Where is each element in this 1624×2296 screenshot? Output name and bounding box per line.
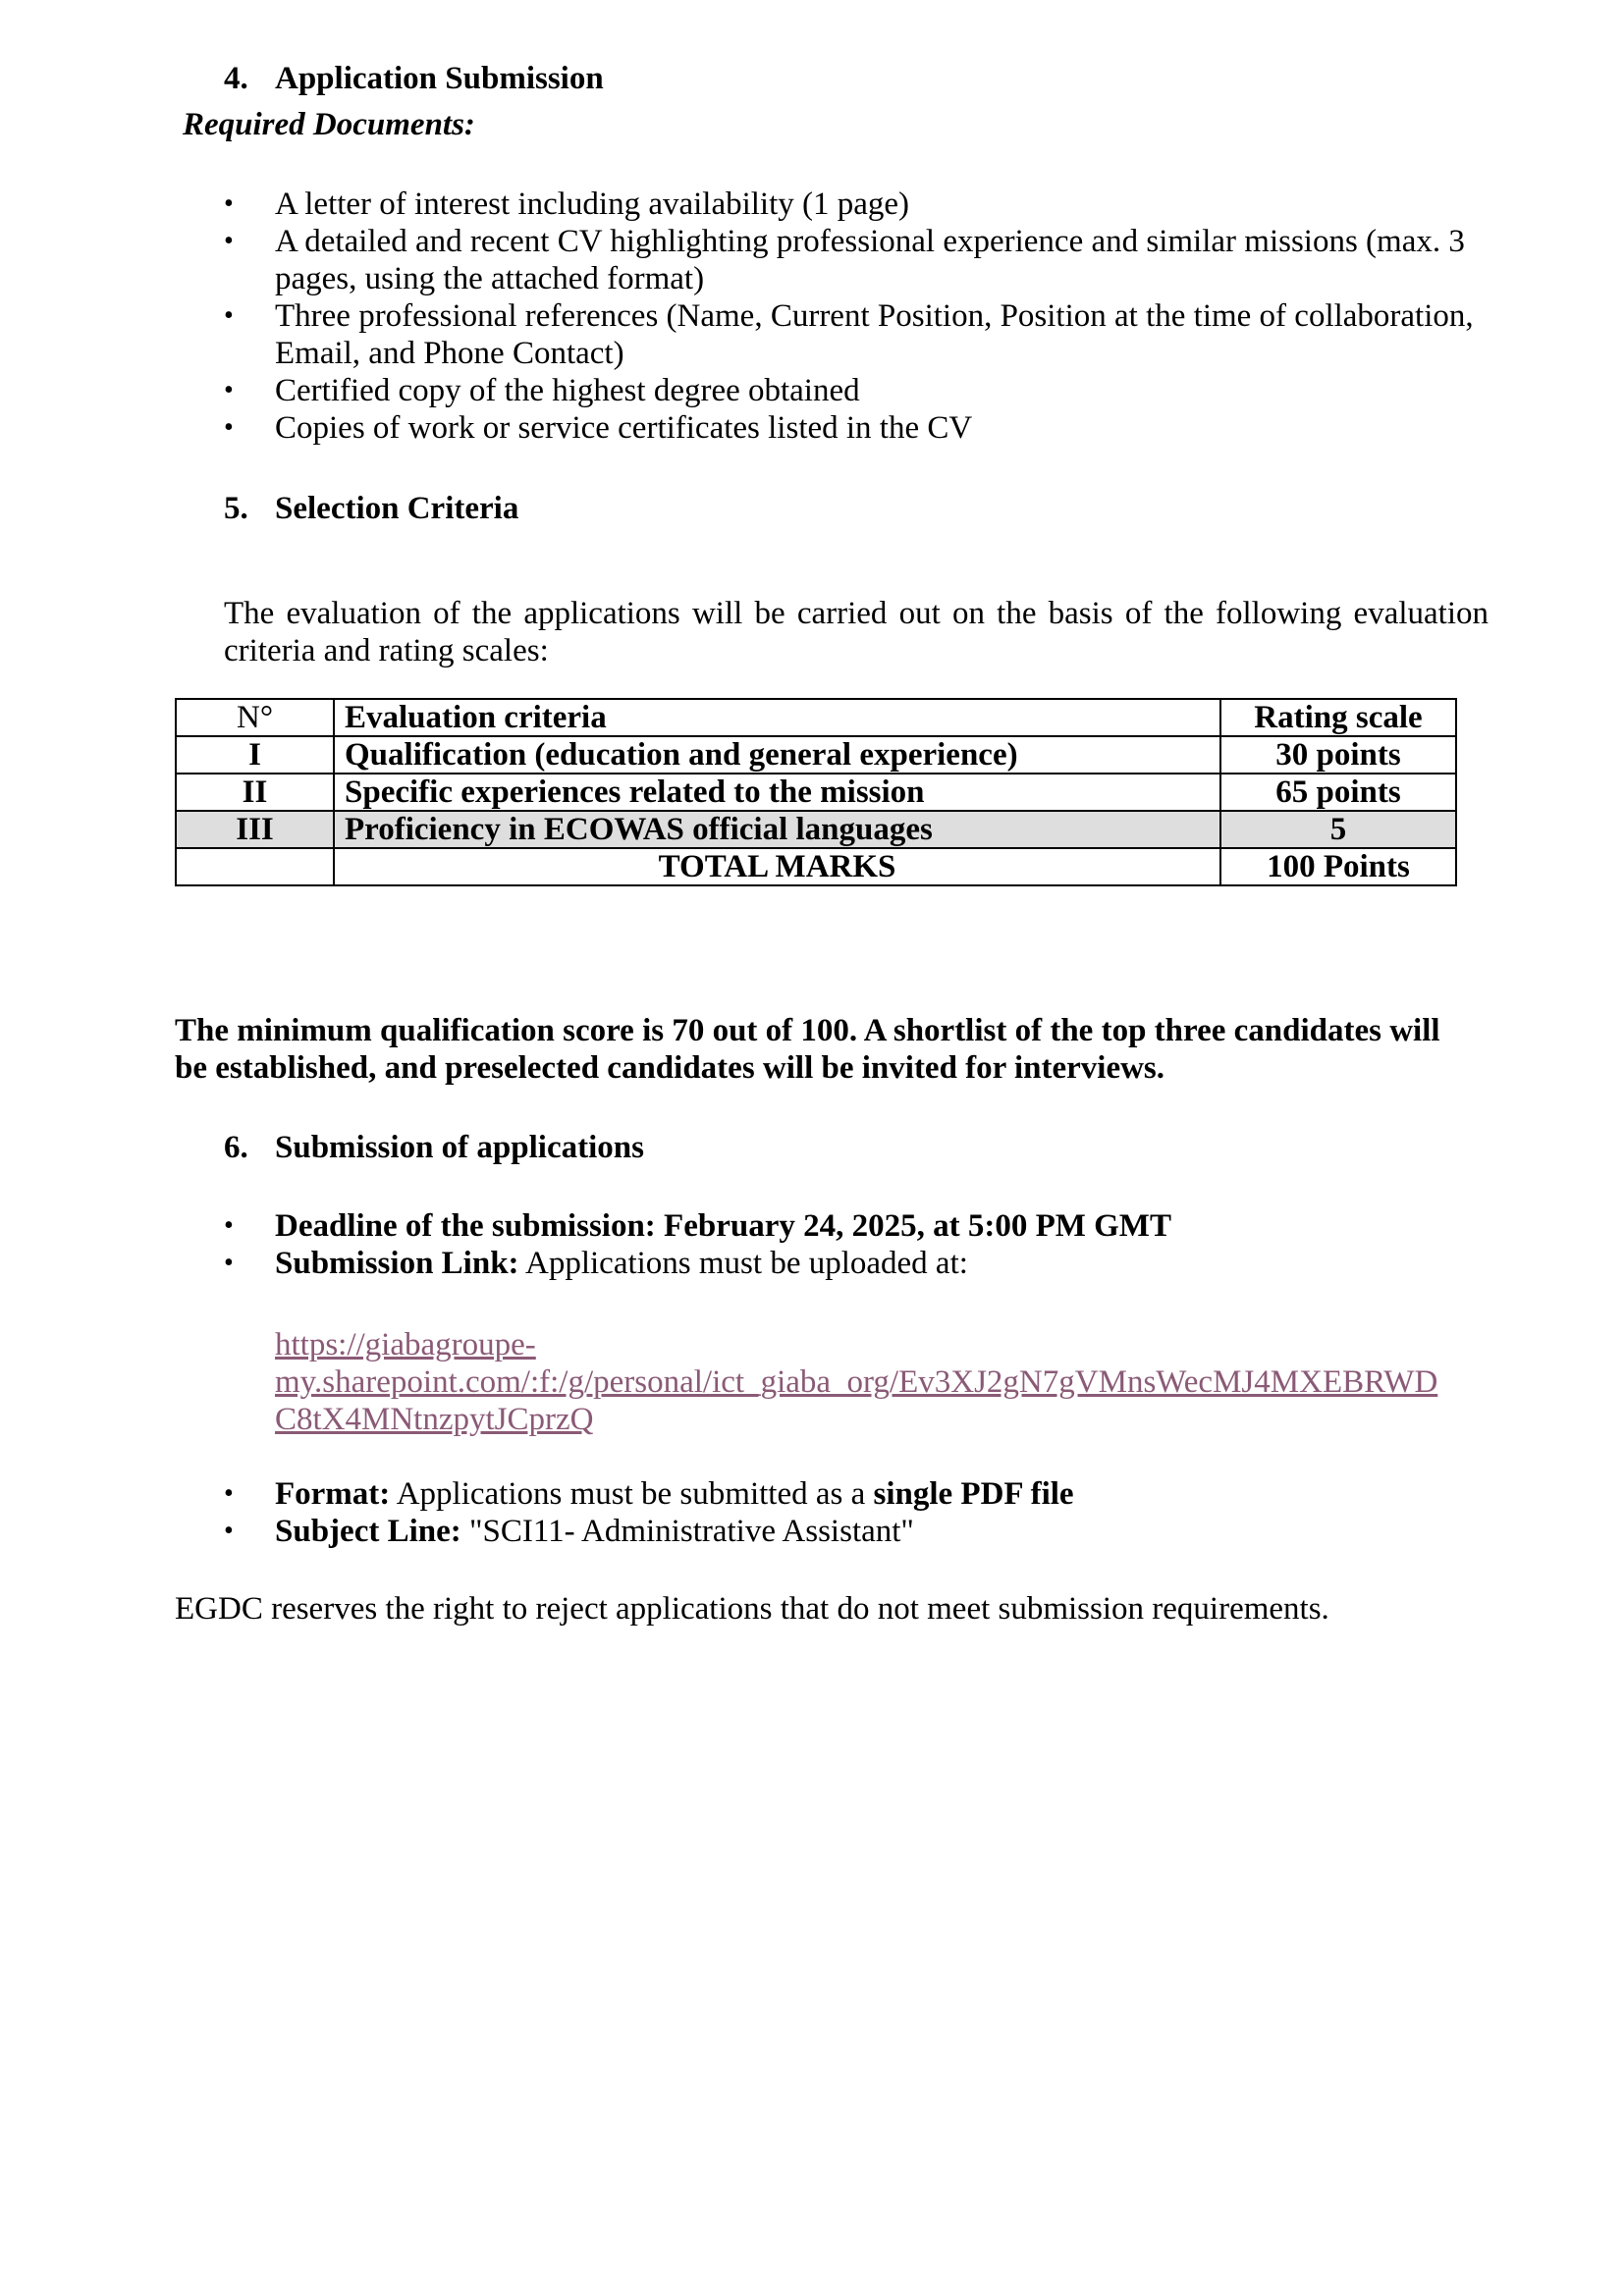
- section-5-title: Selection Criteria: [275, 491, 519, 526]
- required-documents-subheading: Required Documents:: [183, 107, 475, 142]
- bullet-icon: •: [224, 1478, 234, 1509]
- section-5-heading: [224, 490, 518, 527]
- list-item: • Three professional references (Name, Current Position, Position at the time of collaboration, Email, and Phone Contact): [224, 298, 1474, 371]
- format-label: Format:: [275, 1476, 391, 1512]
- section-5-number: 5.: [224, 491, 248, 526]
- bullet-icon: •: [224, 188, 234, 219]
- bullet-icon: •: [224, 1516, 234, 1546]
- format-list: [224, 1475, 1490, 1550]
- minimum-score-note: The minimum qualification score is 70 out of 100. A shortlist of the top three candidates will be established, and preselected candidates will be invited for interviews.: [175, 1013, 1440, 1086]
- submission-url-link[interactable]: [275, 1326, 1437, 1438]
- section-4-heading: [224, 60, 604, 97]
- bullet-icon: •: [224, 300, 234, 331]
- required-documents-list: [224, 186, 1490, 447]
- header-num: N°: [176, 699, 334, 736]
- evaluation-criteria-table: [175, 698, 1457, 886]
- table-header-row: [176, 699, 1456, 736]
- deadline-text: Deadline of the submission: February 24, 2025, at 5:00 PM GMT: [275, 1208, 1171, 1244]
- list-item: • Copies of work or service certificates listed in the CV: [224, 410, 973, 446]
- list-item: • A detailed and recent CV highlighting professional experience and similar missions (max. 3 pages, using the attached format): [224, 224, 1465, 296]
- bullet-icon: •: [224, 412, 234, 443]
- subject-label: Subject Line:: [275, 1514, 461, 1549]
- bullet-icon: •: [224, 1210, 234, 1241]
- bullet-icon: •: [224, 226, 234, 256]
- total-scale: 100 Points: [1220, 848, 1456, 885]
- table-row: II Specific experiences related to the mission 65 points: [176, 774, 1456, 811]
- submission-link-text: Applications must be uploaded at:: [525, 1246, 968, 1281]
- header-scale: Rating scale: [1220, 699, 1456, 736]
- url-line-2[interactable]: my.sharepoint.com/:f:/g/personal/ict_giaba_org/Ev3XJ2gN7gVMnsWecMJ4MXEBRWD: [275, 1364, 1438, 1400]
- subject-text: "SCI11- Administrative Assistant": [469, 1514, 914, 1549]
- table-row: III Proficiency in ECOWAS official languages 5: [176, 811, 1456, 848]
- format-bold: single PDF file: [873, 1476, 1074, 1512]
- submission-list: [224, 1207, 1490, 1282]
- bullet-icon: •: [224, 375, 234, 405]
- table-row: I Qualification (education and general experience) 30 points: [176, 736, 1456, 774]
- section-4-number: 4.: [224, 61, 248, 96]
- list-item: • Certified copy of the highest degree obtained: [224, 373, 860, 408]
- section-4-title: Application Submission: [275, 61, 604, 96]
- submission-link-label: Submission Link:: [275, 1246, 519, 1281]
- section-6-heading: [224, 1129, 644, 1166]
- section-6-title: Submission of applications: [275, 1130, 644, 1165]
- evaluation-intro: The evaluation of the applications will be carried out on the basis of the following evaluation criteria and rating scales:: [224, 596, 1489, 668]
- list-item: [224, 1245, 1490, 1282]
- list-item: • A letter of interest including availability (1 page): [224, 187, 910, 222]
- total-label: TOTAL MARKS: [334, 848, 1220, 885]
- list-item: [224, 1513, 1490, 1550]
- url-line-3[interactable]: C8tX4MNtnzpytJCprzQ: [275, 1402, 594, 1437]
- bullet-icon: •: [224, 1248, 234, 1278]
- list-item: [224, 1475, 1490, 1513]
- header-criteria: Evaluation criteria: [334, 699, 1220, 736]
- closing-statement: EGDC reserves the right to reject applications that do not meet submission requirements.: [175, 1591, 1329, 1627]
- section-6-number: 6.: [224, 1130, 248, 1165]
- url-line-1[interactable]: https://giabagroupe-: [275, 1327, 536, 1362]
- format-text: Applications must be submitted as a: [396, 1476, 866, 1512]
- table-total-row: [176, 848, 1456, 885]
- list-item: [224, 1207, 1490, 1245]
